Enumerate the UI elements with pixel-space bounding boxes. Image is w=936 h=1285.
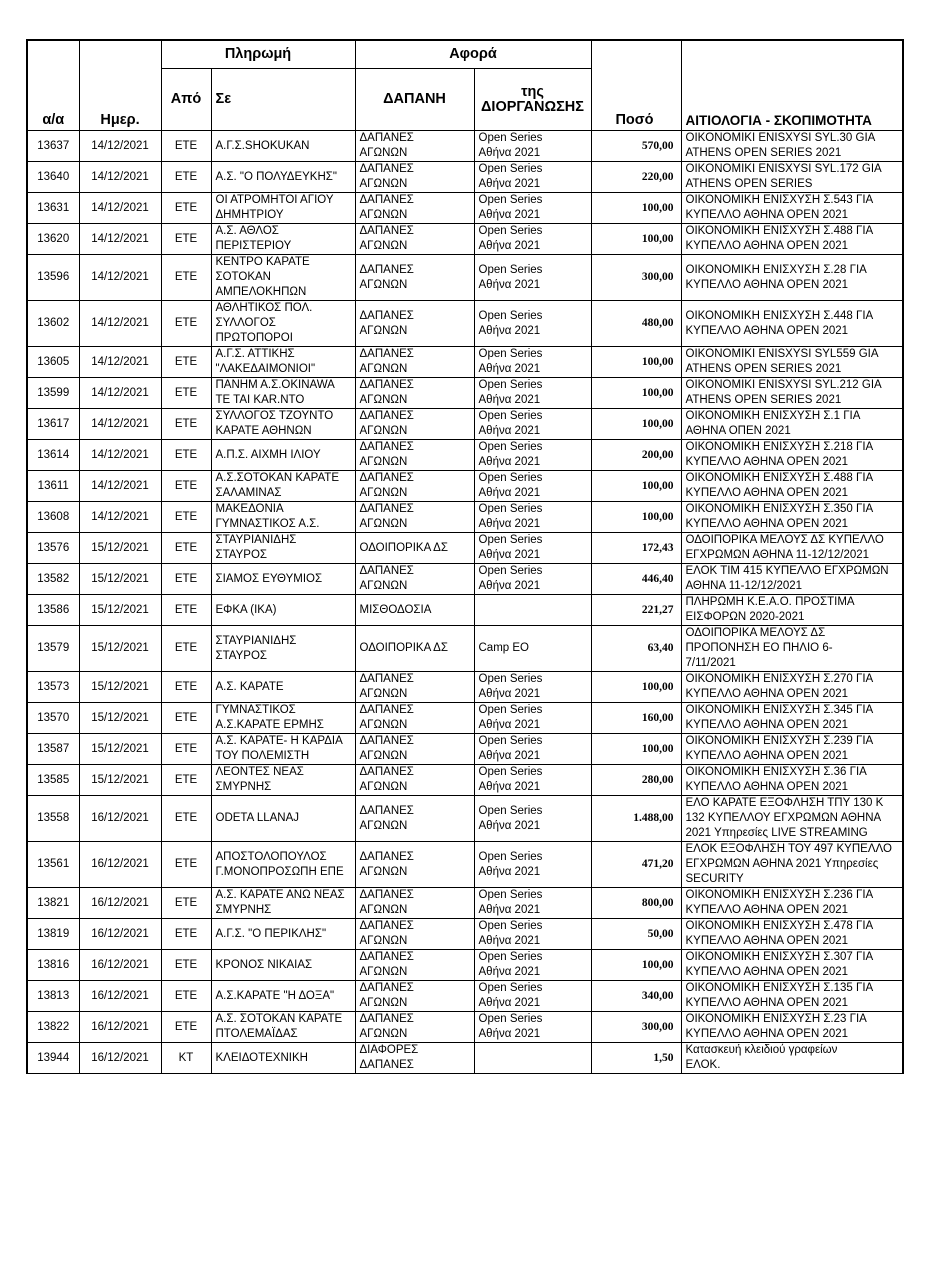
col-aa-header: α/α [27, 40, 79, 131]
row-from: ΕΤΕ [161, 162, 211, 193]
table-row [27, 796, 903, 842]
row-from: ΕΤΕ [161, 502, 211, 533]
row-aa: 13608 [27, 502, 79, 533]
row-reason: ΟΙΚΟΝΟΜΙΚΗ ΕΝΙΣΧΥΣΗ Σ.345 ΓΙΑ ΚΥΠΕΛΛΟ ΑΘΗΝΑ OPEN 2021 [681, 703, 903, 734]
row-payee: Α.Σ.ΚΑΡΑΤΕ "Η ΔΟΞΑ" [211, 981, 355, 1012]
row-from: ΕΤΕ [161, 842, 211, 888]
row-payee: ΠΑΝΗΜ Α.Σ.OKINAWA TE TAI KAR.NTO [211, 378, 355, 409]
row-amount: 50,00 [591, 919, 681, 950]
row-date: 16/12/2021 [79, 981, 161, 1012]
row-amount: 100,00 [591, 409, 681, 440]
row-from: ΕΤΕ [161, 950, 211, 981]
row-event: Open Series Αθήνα 2021 [474, 564, 591, 595]
row-date: 15/12/2021 [79, 533, 161, 564]
row-payee: ΚΛΕΙΔΟΤΕΧΝΙΚΗ [211, 1043, 355, 1074]
row-payee: Α.Σ. ΚΑΡΑΤΕ- Η ΚΑΡΔΙΑ ΤΟΥ ΠΟΛΕΜΙΣΤΗ [211, 734, 355, 765]
row-from: ΕΤΕ [161, 796, 211, 842]
row-reason: ΠΛΗΡΩΜΗ Κ.Ε.Α.Ο. ΠΡΟΣΤΙΜΑ ΕΙΣΦΟΡΩΝ 2020-2021 [681, 595, 903, 626]
row-reason: ΟΙΚΟΝΟΜΙΚΗ ΕΝΙΣΧΥΣΗ Σ.270 ΓΙΑ ΚΥΠΕΛΛΟ ΑΘΗΝΑ OPEN 2021 [681, 672, 903, 703]
row-aa: 13819 [27, 919, 79, 950]
table-row [27, 595, 903, 626]
row-expense: ΔΑΠΑΝΕΣ ΑΓΩΝΩΝ [355, 734, 474, 765]
table-row [27, 564, 903, 595]
row-payee: Α.Π.Σ. ΑΙΧΜΗ ΙΛΙΟΥ [211, 440, 355, 471]
row-amount: 100,00 [591, 378, 681, 409]
row-event: Open Series Αθήνα 2021 [474, 301, 591, 347]
row-amount: 100,00 [591, 347, 681, 378]
row-reason: ΟΙΚΟΝΟΜΙΚΗ ΕΝΙΣΧΥΣΗ Σ.23 ΓΙΑ ΚΥΠΕΛΛΟ ΑΘΗΝΑ OPEN 2021 [681, 1012, 903, 1043]
row-aa: 13640 [27, 162, 79, 193]
row-date: 16/12/2021 [79, 796, 161, 842]
row-event: Open Series Αθήνα 2021 [474, 255, 591, 301]
row-reason: ΟΙΚΟΝΟΜΙΚΗ ΕΝΙΣΧΥΣΗ Σ.36 ΓΙΑ ΚΥΠΕΛΛΟ ΑΘΗΝΑ OPEN 2021 [681, 765, 903, 796]
row-from: ΕΤΕ [161, 255, 211, 301]
row-date: 15/12/2021 [79, 734, 161, 765]
row-event: Open Series Αθήνα 2021 [474, 502, 591, 533]
table-row [27, 842, 903, 888]
row-aa: 13617 [27, 409, 79, 440]
row-aa: 13813 [27, 981, 79, 1012]
row-reason: ΟΙΚΟΝΟΜΙΚΗ ΕΝΙΣΧΥΣΗ Σ.307 ΓΙΑ ΚΥΠΕΛΛΟ ΑΘΗΝΑ OPEN 2021 [681, 950, 903, 981]
row-amount: 100,00 [591, 950, 681, 981]
col-from-header: Από [161, 69, 211, 131]
row-from: ΕΤΕ [161, 301, 211, 347]
row-expense: ΔΑΠΑΝΕΣ ΑΓΩΝΩΝ [355, 440, 474, 471]
row-from: ΕΤΕ [161, 378, 211, 409]
table-row [27, 224, 903, 255]
row-date: 14/12/2021 [79, 193, 161, 224]
row-aa: 13631 [27, 193, 79, 224]
table-row [27, 672, 903, 703]
row-payee: ΣΤΑΥΡΙΑΝΙΔΗΣ ΣΤΑΥΡΟΣ [211, 626, 355, 672]
table-row [27, 440, 903, 471]
row-amount: 300,00 [591, 255, 681, 301]
row-from: ΕΤΕ [161, 564, 211, 595]
row-event: Open Series Αθήνα 2021 [474, 1012, 591, 1043]
row-date: 14/12/2021 [79, 131, 161, 162]
row-expense: ΔΑΠΑΝΕΣ ΑΓΩΝΩΝ [355, 471, 474, 502]
table-row [27, 162, 903, 193]
row-expense: ΔΑΠΑΝΕΣ ΑΓΩΝΩΝ [355, 378, 474, 409]
row-aa: 13561 [27, 842, 79, 888]
row-event: Open Series Αθήνα 2021 [474, 703, 591, 734]
row-from: ΕΤΕ [161, 981, 211, 1012]
row-amount: 480,00 [591, 301, 681, 347]
row-date: 16/12/2021 [79, 1043, 161, 1074]
row-date: 16/12/2021 [79, 950, 161, 981]
row-reason: ΟΙΚΟΝΟΜΙΚΗ ΕΝΙΣΧΥΣΗ Σ.1 ΓΙΑ ΑΘΗΝΑ ΟΠΕΝ 2021 [681, 409, 903, 440]
row-payee: ΓΥΜΝΑΣΤΙΚΟΣ Α.Σ.ΚΑΡΑΤΕ ΕΡΜΗΣ [211, 703, 355, 734]
row-event: Open Series Αθήνα 2021 [474, 409, 591, 440]
row-event: Open Series Αθήνα 2021 [474, 765, 591, 796]
row-date: 14/12/2021 [79, 502, 161, 533]
row-expense: ΔΙΑΦΟΡΕΣ ΔΑΠΑΝΕΣ [355, 1043, 474, 1074]
row-aa: 13611 [27, 471, 79, 502]
row-from: ΕΤΕ [161, 193, 211, 224]
table-row [27, 131, 903, 162]
row-expense: ΔΑΠΑΝΕΣ ΑΓΩΝΩΝ [355, 193, 474, 224]
row-expense: ΔΑΠΑΝΕΣ ΑΓΩΝΩΝ [355, 347, 474, 378]
row-from: ΕΤΕ [161, 734, 211, 765]
row-from: ΕΤΕ [161, 471, 211, 502]
row-expense: ΔΑΠΑΝΕΣ ΑΓΩΝΩΝ [355, 796, 474, 842]
row-expense: ΔΑΠΑΝΕΣ ΑΓΩΝΩΝ [355, 919, 474, 950]
row-payee: ΛΕΟΝΤΕΣ ΝΕΑΣ ΣΜΥΡΝΗΣ [211, 765, 355, 796]
row-expense: ΔΑΠΑΝΕΣ ΑΓΩΝΩΝ [355, 162, 474, 193]
table-row [27, 502, 903, 533]
row-date: 15/12/2021 [79, 765, 161, 796]
row-date: 14/12/2021 [79, 440, 161, 471]
row-from: ΕΤΕ [161, 626, 211, 672]
row-amount: 280,00 [591, 765, 681, 796]
row-reason: OIKONOMIKI ENISXYSI SYL.172 GIA ATHENS OPEN SERIES [681, 162, 903, 193]
row-date: 15/12/2021 [79, 626, 161, 672]
row-aa: 13637 [27, 131, 79, 162]
row-date: 15/12/2021 [79, 564, 161, 595]
row-amount: 63,40 [591, 626, 681, 672]
row-reason: ΕΛΟ ΚΑΡΑΤΕ ΕΞΟΦΛΗΣΗ ΤΠΥ 130 Κ 132 ΚΥΠΕΛΛΟΥ ΕΓΧΡΩΜΩΝ ΑΘΗΝΑ 2021 Υπηρεσίες LIVE STREAMING [681, 796, 903, 842]
row-from: ΕΤΕ [161, 409, 211, 440]
row-aa: 13570 [27, 703, 79, 734]
table-row [27, 471, 903, 502]
row-expense: ΜΙΣΘΟΔΟΣΙΑ [355, 595, 474, 626]
row-event: Open Series Αθήνα 2021 [474, 796, 591, 842]
row-from: ΕΤΕ [161, 703, 211, 734]
col-reason-header: ΑΙΤΙΟΛΟΓΙΑ - ΣΚΟΠΙΜΟΤΗΤΑ [681, 40, 903, 131]
row-payee: ΜΑΚΕΔΟΝΙΑ ΓΥΜΝΑΣΤΙΚΟΣ Α.Σ. [211, 502, 355, 533]
row-aa: 13582 [27, 564, 79, 595]
row-expense: ΔΑΠΑΝΕΣ ΑΓΩΝΩΝ [355, 564, 474, 595]
row-event: Open Series Αθήνα 2021 [474, 440, 591, 471]
row-amount: 570,00 [591, 131, 681, 162]
row-payee: Α.Σ. "Ο ΠΟΛΥΔΕΥΚΗΣ" [211, 162, 355, 193]
row-amount: 340,00 [591, 981, 681, 1012]
group-concerns-header: Αφορά [355, 40, 591, 69]
row-amount: 446,40 [591, 564, 681, 595]
table-row [27, 950, 903, 981]
header-group-row [27, 40, 903, 69]
row-reason: ΟΙΚΟΝΟΜΙΚΗ ΕΝΙΣΧΥΣΗ Σ.478 ΓΙΑ ΚΥΠΕΛΛΟ ΑΘΗΝΑ OPEN 2021 [681, 919, 903, 950]
row-from: ΚΤ [161, 1043, 211, 1074]
payments-body [27, 131, 903, 1074]
table-row [27, 347, 903, 378]
row-date: 14/12/2021 [79, 471, 161, 502]
table-row [27, 193, 903, 224]
row-payee: ΑΠΟΣΤΟΛΟΠΟΥΛΟΣ Γ.ΜΟΝΟΠΡΟΣΩΠΗ ΕΠΕ [211, 842, 355, 888]
table-row [27, 703, 903, 734]
row-event: Open Series Αθήνα 2021 [474, 672, 591, 703]
row-amount: 200,00 [591, 440, 681, 471]
row-reason: ΟΙΚΟΝΟΜΙΚΗ ΕΝΙΣΧΥΣΗ Σ.350 ΓΙΑ ΚΥΠΕΛΛΟ ΑΘΗΝΑ OPEN 2021 [681, 502, 903, 533]
row-aa: 13816 [27, 950, 79, 981]
row-event: Open Series Αθήνα 2021 [474, 919, 591, 950]
row-event: Open Series Αθήνα 2021 [474, 842, 591, 888]
row-payee: Α.Σ.ΣΟΤΟΚΑΝ ΚΑΡΑΤΕ ΣΑΛΑΜΙΝΑΣ [211, 471, 355, 502]
table-row [27, 734, 903, 765]
row-event: Open Series Αθήνα 2021 [474, 533, 591, 564]
row-expense: ΔΑΠΑΝΕΣ ΑΓΩΝΩΝ [355, 409, 474, 440]
table-row [27, 301, 903, 347]
row-amount: 100,00 [591, 471, 681, 502]
row-expense: ΔΑΠΑΝΕΣ ΑΓΩΝΩΝ [355, 224, 474, 255]
row-aa: 13602 [27, 301, 79, 347]
row-from: ΕΤΕ [161, 672, 211, 703]
row-from: ΕΤΕ [161, 131, 211, 162]
row-aa: 13573 [27, 672, 79, 703]
row-amount: 100,00 [591, 672, 681, 703]
row-payee: Α.Γ.Σ. "Ο ΠΕΡΙΚΛΗΣ" [211, 919, 355, 950]
row-amount: 221,27 [591, 595, 681, 626]
row-payee: ODETA LLANAJ [211, 796, 355, 842]
row-from: ΕΤΕ [161, 1012, 211, 1043]
table-row [27, 255, 903, 301]
row-from: ΕΤΕ [161, 595, 211, 626]
row-amount: 172,43 [591, 533, 681, 564]
table-row [27, 919, 903, 950]
row-reason: ΟΙΚΟΝΟΜΙΚΗ ΕΝΙΣΧΥΣΗ Σ.135 ΓΙΑ ΚΥΠΕΛΛΟ ΑΘΗΝΑ OPEN 2021 [681, 981, 903, 1012]
row-event: Open Series Αθήνα 2021 [474, 378, 591, 409]
row-reason: ΟΙΚΟΝΟΜΙΚΗ ΕΝΙΣΧΥΣΗ Σ.236 ΓΙΑ ΚΥΠΕΛΛΟ ΑΘΗΝΑ OPEN 2021 [681, 888, 903, 919]
row-event: Open Series Αθήνα 2021 [474, 888, 591, 919]
row-event: Open Series Αθήνα 2021 [474, 734, 591, 765]
row-payee: ΚΕΝΤΡΟ ΚΑΡΑΤΕ ΣΟΤΟΚΑΝ ΑΜΠΕΛΟΚΗΠΩΝ [211, 255, 355, 301]
row-aa: 13558 [27, 796, 79, 842]
row-reason: ΟΙΚΟΝΟΜΙΚΗ ΕΝΙΣΧΥΣΗ Σ.488 ΓΙΑ ΚΥΠΕΛΛΟ ΑΘΗΝΑ OPEN 2021 [681, 224, 903, 255]
row-date: 16/12/2021 [79, 1012, 161, 1043]
row-date: 14/12/2021 [79, 409, 161, 440]
row-expense: ΔΑΠΑΝΕΣ ΑΓΩΝΩΝ [355, 842, 474, 888]
row-aa: 13579 [27, 626, 79, 672]
row-event: Open Series Αθήνα 2021 [474, 193, 591, 224]
row-date: 14/12/2021 [79, 378, 161, 409]
row-payee: Α.Γ.Σ. ΑΤΤΙΚΗΣ "ΛΑΚΕΔΑΙΜΟΝΙΟΙ" [211, 347, 355, 378]
col-expense-header: ΔΑΠΑΝΗ [355, 69, 474, 131]
row-expense: ΔΑΠΑΝΕΣ ΑΓΩΝΩΝ [355, 888, 474, 919]
row-event: Open Series Αθήνα 2021 [474, 131, 591, 162]
row-date: 14/12/2021 [79, 224, 161, 255]
row-aa: 13576 [27, 533, 79, 564]
row-amount: 800,00 [591, 888, 681, 919]
row-amount: 220,00 [591, 162, 681, 193]
row-reason: OIKONOMIKI ENISXYSI SYL559 GIA ATHENS OPEN SERIES 2021 [681, 347, 903, 378]
row-expense: ΔΑΠΑΝΕΣ ΑΓΩΝΩΝ [355, 950, 474, 981]
payments-table [26, 39, 904, 1074]
row-event [474, 595, 591, 626]
row-date: 15/12/2021 [79, 595, 161, 626]
row-payee: Α.Σ. ΚΑΡΑΤΕ ΑΝΩ ΝΕΑΣ ΣΜΥΡΝΗΣ [211, 888, 355, 919]
group-payment-header: Πληρωμή [161, 40, 355, 69]
row-aa: 13605 [27, 347, 79, 378]
row-date: 15/12/2021 [79, 703, 161, 734]
table-row [27, 409, 903, 440]
row-reason: ΟΙΚΟΝΟΜΙΚΗ ΕΝΙΣΧΥΣΗ Σ.218 ΓΙΑ ΚΥΠΕΛΛΟ ΑΘΗΝΑ OPEN 2021 [681, 440, 903, 471]
row-from: ΕΤΕ [161, 533, 211, 564]
table-row [27, 378, 903, 409]
row-aa: 13822 [27, 1012, 79, 1043]
table-row [27, 1043, 903, 1074]
row-payee: ΣΥΛΛΟΓΟΣ ΤΖΟΥΝΤΟ ΚΑΡΑΤΕ ΑΘΗΝΩΝ [211, 409, 355, 440]
row-event: Open Series Αθήνα 2021 [474, 224, 591, 255]
row-date: 15/12/2021 [79, 672, 161, 703]
row-from: ΕΤΕ [161, 440, 211, 471]
row-aa: 13944 [27, 1043, 79, 1074]
row-payee: ΟΙ ΑΤΡΟΜΗΤΟΙ ΑΓΙΟΥ ΔΗΜΗΤΡΙΟΥ [211, 193, 355, 224]
row-aa: 13587 [27, 734, 79, 765]
row-event [474, 1043, 591, 1074]
row-event: Open Series Αθήνα 2021 [474, 950, 591, 981]
row-expense: ΔΑΠΑΝΕΣ ΑΓΩΝΩΝ [355, 765, 474, 796]
row-payee: Α.Σ. ΚΑΡΑΤΕ [211, 672, 355, 703]
row-date: 16/12/2021 [79, 842, 161, 888]
row-expense: ΔΑΠΑΝΕΣ ΑΓΩΝΩΝ [355, 301, 474, 347]
row-aa: 13585 [27, 765, 79, 796]
row-amount: 1.488,00 [591, 796, 681, 842]
table-row [27, 626, 903, 672]
row-amount: 1,50 [591, 1043, 681, 1074]
row-event: Camp EO [474, 626, 591, 672]
row-reason: ΟΔΟΙΠΟΡΙΚΑ ΜΕΛΟΥΣ ΔΣ ΚΥΠΕΛΛΟ ΕΓΧΡΩΜΩΝ ΑΘΗΝΑ 11-12/12/2021 [681, 533, 903, 564]
row-reason: ΕΛΟΚ ΤΙΜ 415 ΚΥΠΕΛΛΟ ΕΓΧΡΩΜΩΝ ΑΘΗΝΑ 11-12/12/2021 [681, 564, 903, 595]
row-from: ΕΤΕ [161, 888, 211, 919]
row-aa: 13620 [27, 224, 79, 255]
row-expense: ΟΔΟΙΠΟΡΙΚΑ ΔΣ [355, 533, 474, 564]
row-amount: 300,00 [591, 1012, 681, 1043]
row-amount: 100,00 [591, 502, 681, 533]
row-reason: ΟΙΚΟΝΟΜΙΚΗ ΕΝΙΣΧΥΣΗ Σ.543 ΓΙΑ ΚΥΠΕΛΛΟ ΑΘΗΝΑ OPEN 2021 [681, 193, 903, 224]
row-from: ΕΤΕ [161, 919, 211, 950]
row-reason: ΟΙΚΟΝΟΜΙΚΗ ΕΝΙΣΧΥΣΗ Σ.28 ΓΙΑ ΚΥΠΕΛΛΟ ΑΘΗΝΑ OPEN 2021 [681, 255, 903, 301]
row-reason: ΟΙΚΟΝΟΜΙΚΗ ΕΝΙΣΧΥΣΗ Σ.488 ΓΙΑ ΚΥΠΕΛΛΟ ΑΘΗΝΑ OPEN 2021 [681, 471, 903, 502]
row-reason: ΕΛΟΚ ΕΞΟΦΛΗΣΗ ΤΟΥ 497 ΚΥΠΕΛΛΟ ΕΓΧΡΩΜΩΝ ΑΘΗΝΑ 2021 Υπηρεσίες SECURITY [681, 842, 903, 888]
table-row [27, 1012, 903, 1043]
row-amount: 100,00 [591, 193, 681, 224]
row-amount: 160,00 [591, 703, 681, 734]
row-event: Open Series Αθήνα 2021 [474, 162, 591, 193]
row-reason: ΟΙΚΟΝΟΜΙΚΗ ΕΝΙΣΧΥΣΗ Σ.239 ΓΙΑ ΚΥΠΕΛΛΟ ΑΘΗΝΑ OPEN 2021 [681, 734, 903, 765]
table-row [27, 981, 903, 1012]
row-date: 16/12/2021 [79, 919, 161, 950]
row-aa: 13821 [27, 888, 79, 919]
row-payee: ΕΦΚΑ (ΙΚΑ) [211, 595, 355, 626]
table-row [27, 888, 903, 919]
row-aa: 13596 [27, 255, 79, 301]
row-from: ΕΤΕ [161, 224, 211, 255]
row-payee: Α.Σ. ΣΟΤΟΚΑΝ ΚΑΡΑΤΕ ΠΤΟΛΕΜΑΪΔΑΣ [211, 1012, 355, 1043]
row-expense: ΔΑΠΑΝΕΣ ΑΓΩΝΩΝ [355, 672, 474, 703]
row-from: ΕΤΕ [161, 765, 211, 796]
row-expense: ΔΑΠΑΝΕΣ ΑΓΩΝΩΝ [355, 131, 474, 162]
row-payee: ΣΤΑΥΡΙΑΝΙΔΗΣ ΣΤΑΥΡΟΣ [211, 533, 355, 564]
row-expense: ΔΑΠΑΝΕΣ ΑΓΩΝΩΝ [355, 255, 474, 301]
row-date: 16/12/2021 [79, 888, 161, 919]
row-date: 14/12/2021 [79, 162, 161, 193]
row-payee: ΑΘΛΗΤΙΚΟΣ ΠΟΛ. ΣΥΛΛΟΓΟΣ ΠΡΩΤΟΠΟΡΟΙ [211, 301, 355, 347]
row-date: 14/12/2021 [79, 301, 161, 347]
col-to-header: Σε [211, 69, 355, 131]
row-payee: Α.Σ. ΑΘΛΟΣ ΠΕΡΙΣΤΕΡΙΟΥ [211, 224, 355, 255]
row-payee: Α.Γ.Σ.SHOKUKAN [211, 131, 355, 162]
row-expense: ΟΔΟΙΠΟΡΙΚΑ ΔΣ [355, 626, 474, 672]
row-expense: ΔΑΠΑΝΕΣ ΑΓΩΝΩΝ [355, 981, 474, 1012]
row-date: 14/12/2021 [79, 347, 161, 378]
row-reason: OIKONOMIKI ENISXYSI SYL.30 GIA ATHENS OPEN SERIES 2021 [681, 131, 903, 162]
row-payee: ΣΙΑΜΟΣ ΕΥΘΥΜΙΟΣ [211, 564, 355, 595]
row-aa: 13599 [27, 378, 79, 409]
row-expense: ΔΑΠΑΝΕΣ ΑΓΩΝΩΝ [355, 1012, 474, 1043]
row-amount: 100,00 [591, 224, 681, 255]
row-amount: 471,20 [591, 842, 681, 888]
table-row [27, 533, 903, 564]
row-reason: ΟΙΚΟΝΟΜΙΚΗ ΕΝΙΣΧΥΣΗ Σ.448 ΓΙΑ ΚΥΠΕΛΛΟ ΑΘΗΝΑ OPEN 2021 [681, 301, 903, 347]
row-expense: ΔΑΠΑΝΕΣ ΑΓΩΝΩΝ [355, 703, 474, 734]
row-aa: 13614 [27, 440, 79, 471]
row-reason: ΟΔΟΙΠΟΡΙΚΑ ΜΕΛΟΥΣ ΔΣ ΠΡΟΠΟΝΗΣΗ ΕΟ ΠΗΛΙΟ 6- 7/11/2021 [681, 626, 903, 672]
row-payee: ΚΡΟΝΟΣ ΝΙΚΑΙΑΣ [211, 950, 355, 981]
row-aa: 13586 [27, 595, 79, 626]
col-event-header: της ΔΙΟΡΓΑΝΩΣΗΣ [474, 69, 591, 131]
row-event: Open Series Αθήνα 2021 [474, 981, 591, 1012]
row-event: Open Series Αθήνα 2021 [474, 347, 591, 378]
row-amount: 100,00 [591, 734, 681, 765]
row-reason: OIKONOMIKI ENISXYSI SYL.212 GIA ATHENS OPEN SERIES 2021 [681, 378, 903, 409]
row-from: ΕΤΕ [161, 347, 211, 378]
table-row [27, 765, 903, 796]
row-reason: Κατασκευή κλειδιού γραφείων ΕΛΟΚ. [681, 1043, 903, 1074]
row-event: Open Series Αθήνα 2021 [474, 471, 591, 502]
col-date-header: Ημερ. [79, 40, 161, 131]
row-expense: ΔΑΠΑΝΕΣ ΑΓΩΝΩΝ [355, 502, 474, 533]
row-date: 14/12/2021 [79, 255, 161, 301]
col-amount-header: Ποσό [591, 40, 681, 131]
